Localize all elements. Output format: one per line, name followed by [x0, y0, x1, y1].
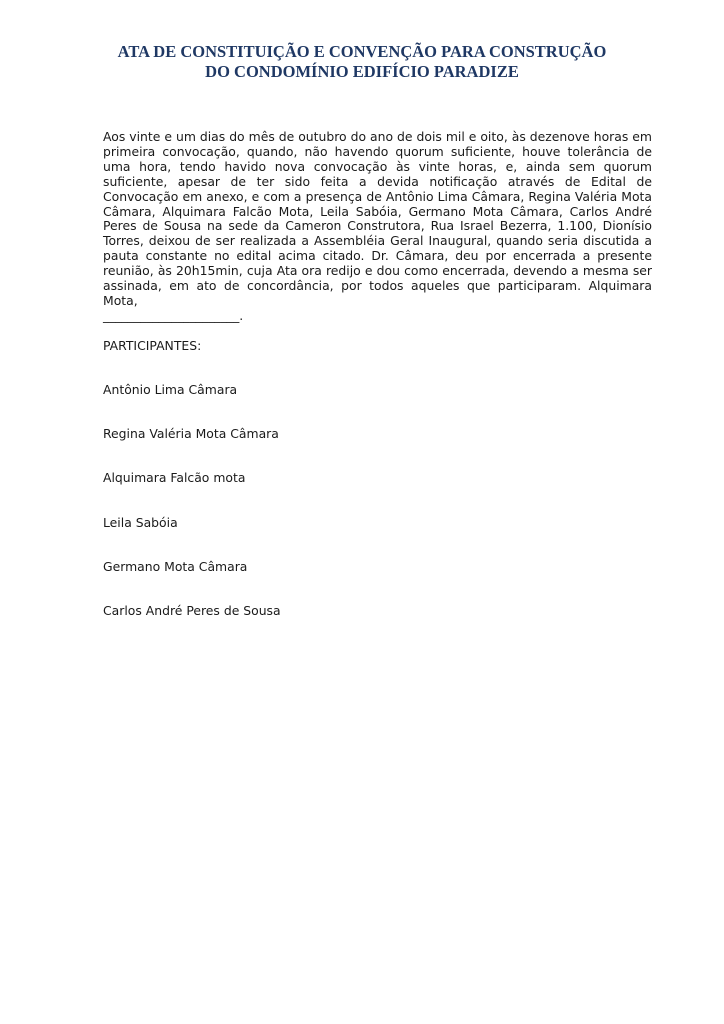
- participant-name: Leila Sabóia: [103, 514, 178, 530]
- minutes-text: Aos vinte e um dias do mês de outubro do ano de dois mil e oito, às dezenove horas em primeira convocação, quando, não havendo quorum suficiente, houve tolerância de uma hora, tendo havido nova convocação às vinte horas, e, ainda sem quorum suficiente, apesar de ter sido feita a devida notificação através de Edital de Convocação em anexo, e com a presença de Antônio Lima Câmara, Regina Valéria Mota Câmara, Alquimara Falcão Mota, Leila Sabóia, Germano Mota Câmara, Carlos André Peres de Sousa na sede da Cameron Construtora, Rua Israel Bezerra, 1.100, Dionísio Torres, deixou de ser realizada a Assembléia Geral Inaugural, quando seria discutida a pauta constante no edital acima citado. Dr. Câmara, deu por encerrada a presente reunião, às 20h15min, cuja Ata ora redijo e dou como encerrada, devendo a mesma ser assinada, em ato de concordância, por todos aqueles que participaram. Alquimara Mota,: [103, 129, 652, 308]
- participants-list: [103, 382, 281, 647]
- participants-heading: PARTICIPANTES:: [103, 338, 202, 353]
- participant-name: Carlos André Peres de Sousa: [103, 602, 281, 618]
- title-line-1: ATA DE CONSTITUIÇÃO E CONVENÇÃO PARA CONSTRUÇÃO: [117, 42, 607, 61]
- minutes-paragraph: [103, 130, 652, 324]
- signature-line: ______________________.: [103, 307, 244, 323]
- title-line-2: DO CONDOMÍNIO EDIFÍCIO PARADIZE: [205, 62, 519, 81]
- participant-name: Regina Valéria Mota Câmara: [103, 426, 279, 442]
- document-title: [60, 42, 664, 82]
- participant-name: Alquimara Falcão mota: [103, 470, 246, 486]
- participant-name: Germano Mota Câmara: [103, 558, 248, 574]
- participant-name: Antônio Lima Câmara: [103, 382, 238, 397]
